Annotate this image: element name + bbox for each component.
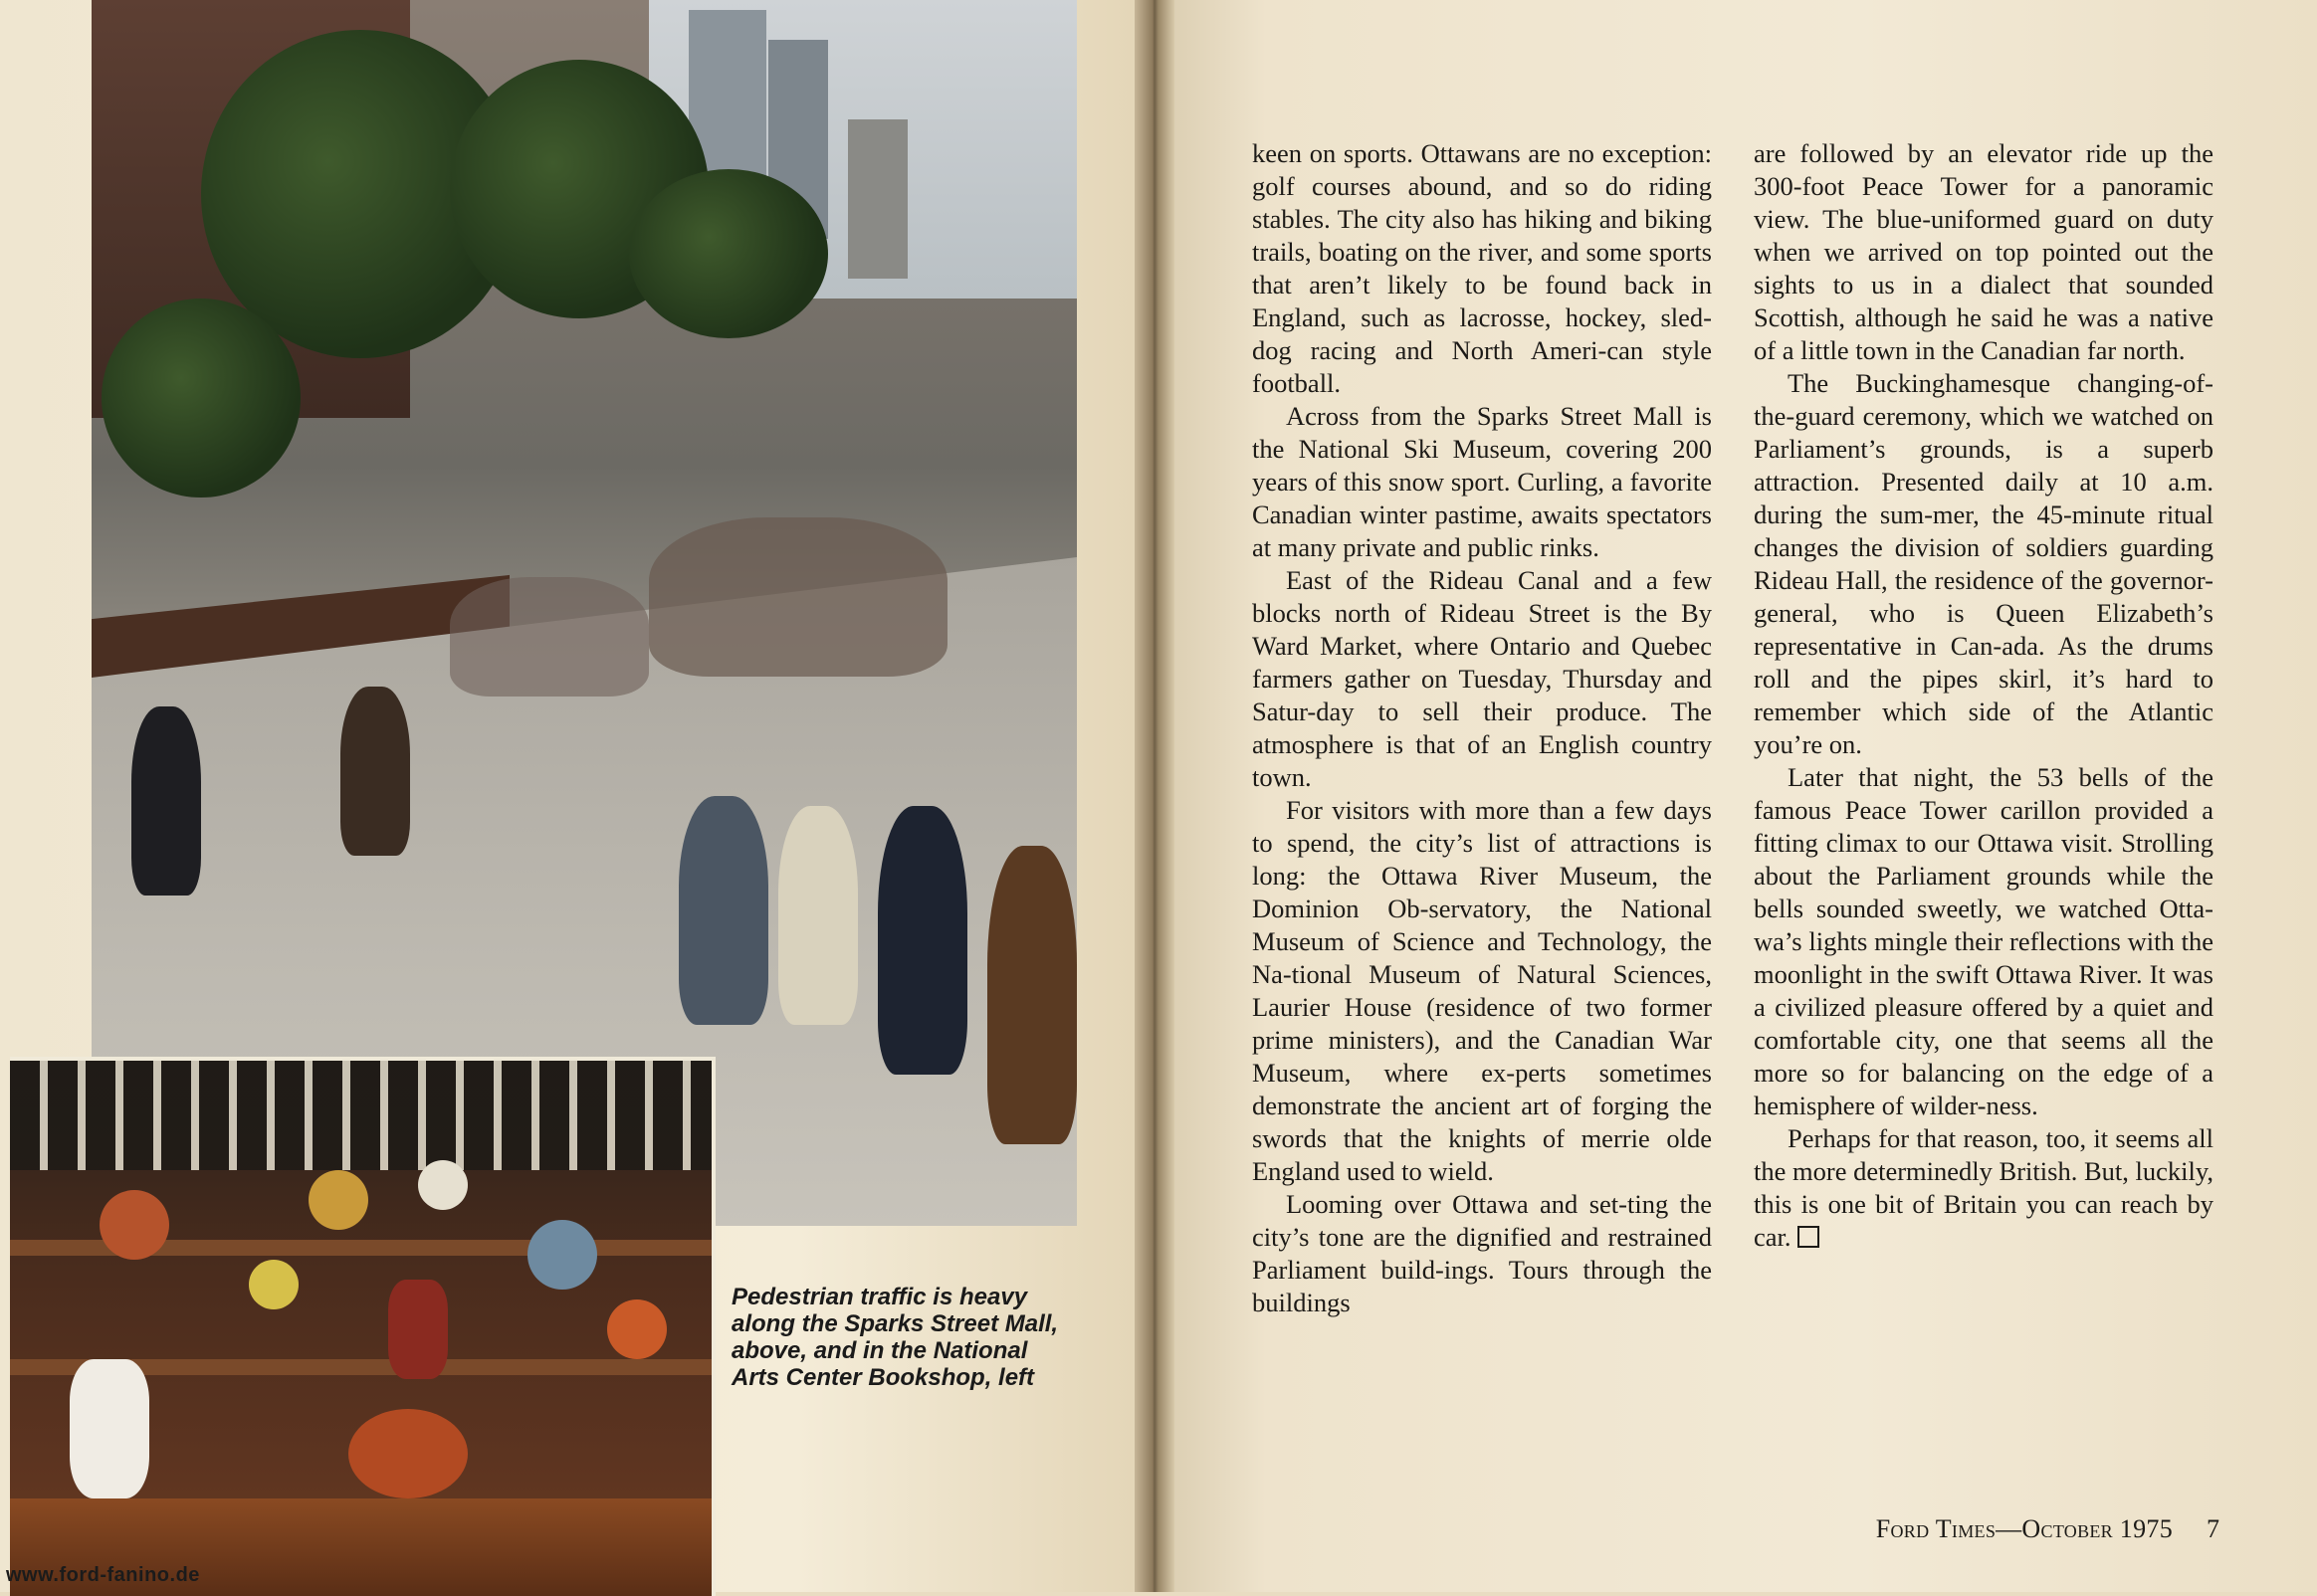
- text-column-2: [1754, 137, 2213, 1254]
- page-number: 7: [2207, 1514, 2219, 1543]
- paragraph: are followed by an elevator ride up the 300-foot Peace Tower for a panoramic view. The blue-uniformed guard on duty when we arrived on top pointed out the sights to us in a dialect that sounded Scottish, although he said he was a native of a little town in the Canadian far north.: [1754, 138, 2213, 365]
- end-mark-icon: [1797, 1226, 1819, 1248]
- paragraph: Later that night, the 53 bells of the famous Peace Tower carillon provided a fitting climax to our Ottawa visit. Strolling about the Parliament grounds while the bells sounded sweetly, we watched Otta-wa’s lights mingle their reflections with the moonlight in the swift Ottawa River. It was a civilized pleasure offered by a quiet and comfortable city, one that seems all the more so for balancing on the edge of a hemisphere of wilder-ness.: [1754, 762, 2213, 1120]
- paragraph: The Buckinghamesque changing-of-the-guard ceremony, which we watched on Parliament’s grounds, is a superb attraction. Presented daily at 10 a.m. during the sum-mer, the 45-minute ritual changes the division of soldiers guarding Rideau Hall, the residence of the governor-general, who is Queen Elizabeth’s representative in Can-ada. As the drums roll and the pipes skirl, it’s hard to remember which side of the Atlantic you’re on.: [1754, 368, 2213, 759]
- paragraph: Looming over Ottawa and set-ting the city’s tone are the dignified and restrained Parliament build-ings. Tours through the buildings: [1252, 1189, 1712, 1317]
- page-gutter: [1135, 0, 1174, 1592]
- bookshop-photo: [10, 1057, 716, 1596]
- sparks-street-mall-photo: [92, 0, 1077, 1226]
- publication-name: Ford Times—October 1975: [1875, 1514, 2173, 1543]
- left-page: [0, 0, 1135, 1592]
- watermark-text: www.ford-fanino.de: [6, 1564, 200, 1586]
- paragraph: For visitors with more than a few days to spend, the city’s list of attractions is long: the Ottawa River Museum, the Dominion Ob-servatory, the National Museum of Science and Technology, the Na-tional Museum of Natural Sciences, Laurier House (residence of two former prime ministers), and the Canadian War Museum, where ex-perts sometimes demonstrate the ancient art of forging the swords that the knights of merrie olde England used to wield.: [1252, 795, 1712, 1186]
- photo-caption: Pedestrian traffic is heavy along the Sparks Street Mall, above, and in the National Arts Center Bookshop, left: [732, 1284, 1059, 1391]
- paragraph: keen on sports. Ottawans are no exception: golf courses abound, and so do riding stables. The city also has hiking and biking trails, boating on the river, and some sports that aren’t likely to be found back in England, such as lacrosse, hockey, sled-dog racing and North Ameri-can style football.: [1252, 138, 1712, 398]
- paragraph-text: Perhaps for that reason, too, it seems all the more determinedly British. But, luckily, this is one bit of Britain you can reach by car.: [1754, 1123, 2213, 1252]
- paragraph: Across from the Sparks Street Mall is the National Ski Museum, covering 200 years of this snow sport. Curling, a favorite Canadian winter pastime, awaits spectators at many private and public rinks.: [1252, 401, 1712, 562]
- last-paragraph: [1754, 1122, 2213, 1254]
- text-column-1: [1252, 137, 1712, 1319]
- page-footer: [1742, 1514, 2219, 1544]
- paragraph: East of the Rideau Canal and a few blocks north of Rideau Street is the By Ward Market, where Ontario and Quebec farmers gather on Tuesday, Thursday and Satur-day to sell their produce. The atmosphere is that of an English country town.: [1252, 565, 1712, 792]
